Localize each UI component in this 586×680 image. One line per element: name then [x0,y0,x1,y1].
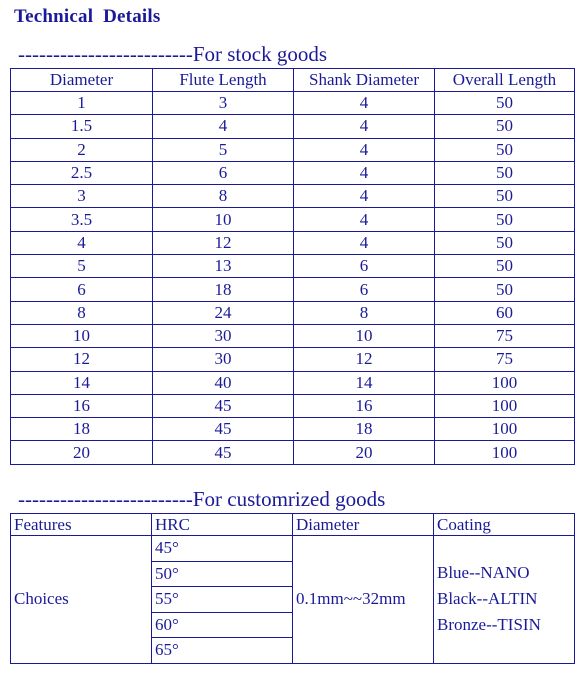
diameter-cell: 2 [11,138,153,161]
flute-length-cell: 4 [153,115,294,138]
flute-length-cell: 12 [153,231,294,254]
shank-diameter-cell: 4 [294,208,435,231]
flute-length-cell: 10 [153,208,294,231]
flute-length-cell: 40 [153,371,294,394]
table-row [11,324,575,347]
hrc-cell: 50° [152,561,293,587]
flute-length-cell: 30 [153,348,294,371]
flute-length-cell: 45 [153,441,294,464]
col-header-shank-diameter: Shank Diameter [294,69,435,92]
diameter-cell: 5 [11,255,153,278]
table-row [11,441,575,464]
col-header-features: Features [11,514,152,536]
overall-length-cell: 50 [435,115,575,138]
shank-diameter-cell: 6 [294,278,435,301]
diameter-cell: 2.5 [11,161,153,184]
table-row [11,138,575,161]
shank-diameter-cell: 12 [294,348,435,371]
overall-length-cell: 50 [435,255,575,278]
col-header-coating: Coating [434,514,575,536]
shank-diameter-cell: 8 [294,301,435,324]
flute-length-cell: 8 [153,185,294,208]
table-row [11,278,575,301]
table-row [11,161,575,184]
table-row [11,536,575,562]
stock-goods-table [10,68,575,465]
coating-cell [434,536,575,664]
diameter-cell: 20 [11,441,153,464]
custom-goods-table [10,513,575,664]
flute-length-cell: 45 [153,418,294,441]
overall-length-cell: 50 [435,92,575,115]
shank-diameter-cell: 4 [294,185,435,208]
overall-length-cell: 100 [435,441,575,464]
col-header-overall-length: Overall Length [435,69,575,92]
table-row [11,348,575,371]
diameter-cell: 16 [11,394,153,417]
col-header-diameter: Diameter [293,514,434,536]
overall-length-cell: 100 [435,418,575,441]
flute-length-cell: 5 [153,138,294,161]
hrc-cell: 65° [152,638,293,664]
overall-length-cell: 100 [435,371,575,394]
shank-diameter-cell: 20 [294,441,435,464]
overall-length-cell: 50 [435,161,575,184]
flute-length-cell: 18 [153,278,294,301]
flute-length-cell: 6 [153,161,294,184]
overall-length-cell: 50 [435,231,575,254]
shank-diameter-cell: 10 [294,324,435,347]
overall-length-cell: 50 [435,278,575,301]
overall-length-cell: 75 [435,324,575,347]
shank-diameter-cell: 16 [294,394,435,417]
flute-length-cell: 24 [153,301,294,324]
col-header-flute-length: Flute Length [153,69,294,92]
table-row [11,231,575,254]
coating-option: Black--ALTIN [437,589,538,609]
shank-diameter-cell: 4 [294,92,435,115]
table-header-row [11,69,575,92]
diameter-cell: 12 [11,348,153,371]
diameter-cell: 4 [11,231,153,254]
overall-length-cell: 50 [435,185,575,208]
diameter-cell: 18 [11,418,153,441]
coating-option: Blue--NANO [437,563,530,583]
shank-diameter-cell: 4 [294,161,435,184]
table-row [11,394,575,417]
overall-length-cell: 100 [435,394,575,417]
shank-diameter-cell: 4 [294,231,435,254]
shank-diameter-cell: 4 [294,115,435,138]
table-row [11,115,575,138]
stock-goods-heading: -------------------------For stock goods [18,42,328,66]
shank-diameter-cell: 6 [294,255,435,278]
flute-length-cell: 45 [153,394,294,417]
table-row [11,185,575,208]
overall-length-cell: 50 [435,208,575,231]
custom-goods-heading: -------------------------For customrized goods [18,487,386,511]
shank-diameter-cell: 18 [294,418,435,441]
shank-diameter-cell: 4 [294,138,435,161]
flute-length-cell: 30 [153,324,294,347]
hrc-cell: 55° [152,587,293,613]
shank-diameter-cell: 14 [294,371,435,394]
hrc-cell: 45° [152,536,293,562]
col-header-hrc: HRC [152,514,293,536]
flute-length-cell: 13 [153,255,294,278]
table-row [11,418,575,441]
diameter-cell: 10 [11,324,153,347]
table-header-row [11,514,575,536]
overall-length-cell: 50 [435,138,575,161]
table-row [11,371,575,394]
table-row [11,92,575,115]
diameter-cell: 6 [11,278,153,301]
coating-option: Bronze--TISIN [437,615,541,635]
table-row [11,208,575,231]
overall-length-cell: 60 [435,301,575,324]
features-cell: Choices [11,536,152,664]
diameter-cell: 1.5 [11,115,153,138]
hrc-cell: 60° [152,612,293,638]
flute-length-cell: 3 [153,92,294,115]
diameter-cell: 1 [11,92,153,115]
table-row [11,255,575,278]
diameter-cell: 3 [11,185,153,208]
overall-length-cell: 75 [435,348,575,371]
table-row [11,301,575,324]
page-title: Technical Details [14,6,161,27]
diameter-range-cell: 0.1mm~~32mm [293,536,434,664]
diameter-cell: 8 [11,301,153,324]
col-header-diameter: Diameter [11,69,153,92]
diameter-cell: 3.5 [11,208,153,231]
diameter-cell: 14 [11,371,153,394]
